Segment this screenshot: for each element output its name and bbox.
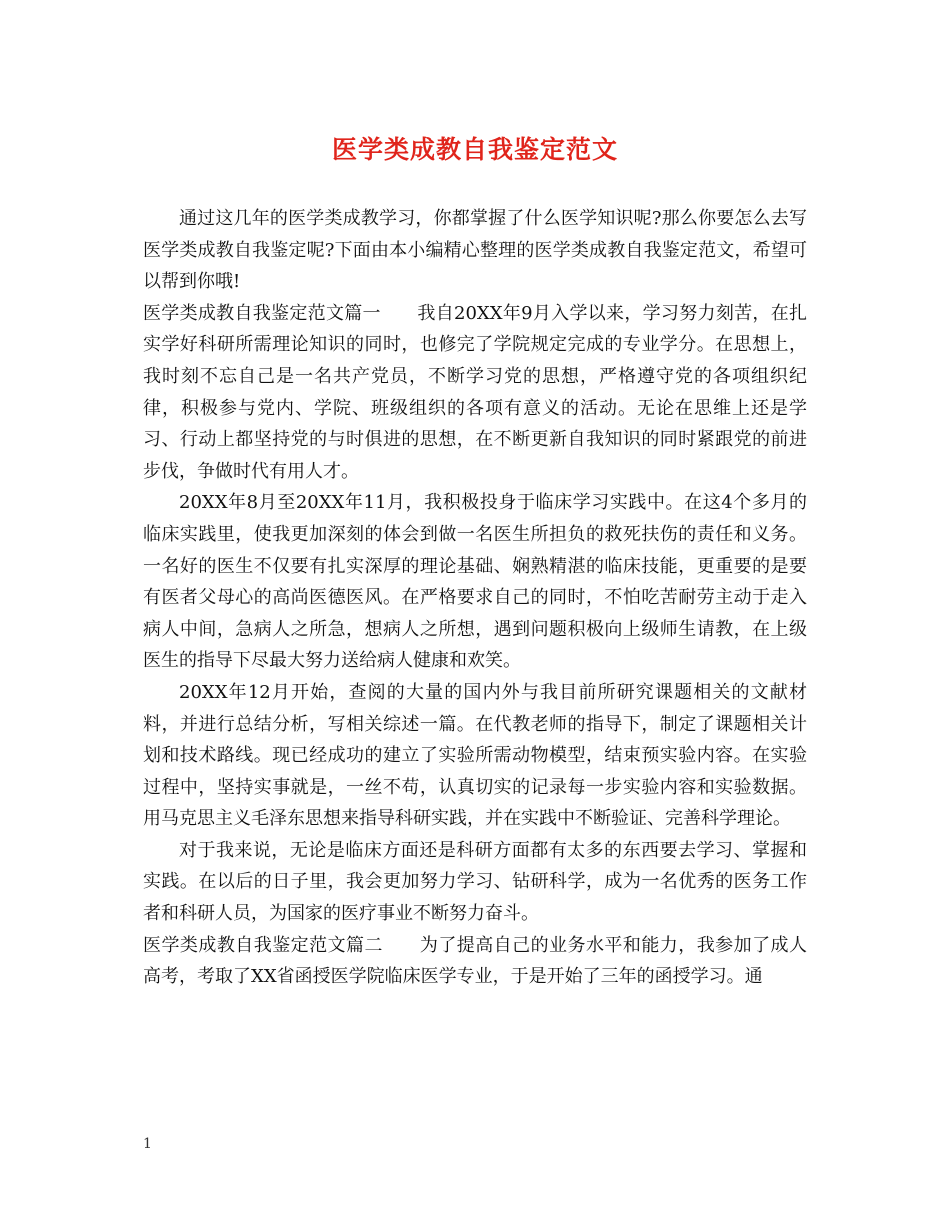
research-paragraph: 20XX年12月开始，查阅的大量的国内外与我目前所研究课题相关的文献材料，并进行总结分析，写相关综述一篇。在代教老师的指导下，制定了课题相关计划和技术路线。现已经成功的建立了实验所需动物模型，结束预实验内容。在实验过程中，坚持实事就是，一丝不苟，认真切实的记录每一步实验内容和实验数据。用马克思主义毛泽东思想来指导科研实践，并在实践中不断验证、完善科学理论。 — [143, 681, 807, 830]
conclusion-paragraph: 对于我来说，无论是临床方面还是科研方面都有太多的东西要去学习、掌握和实践。在以后的日子里，我会更加努力学习、钻研科学，成为一名优秀的医务工作者和科研人员，为国家的医疗事业不断努力奋斗。 — [143, 839, 807, 925]
section-one-paragraph: 医学类成教自我鉴定范文篇一 我自20XX年9月入学以来，学习努力刻苦，在扎实学好科研所需理论知识的同时，也修完了学院规定完成的专业学分。在思想上，我时刻不忘自己是一名共产党员，不断学习党的思想，严格遵守党的各项组织纪律，积极参与党内、学院、班级组织的各项有意义的活动。无论在思维上还是学习、行动上都坚持党的与时俱进的思想，在不断更新自我知识的同时紧跟党的前进步伐，争做时代有用人才。 — [143, 302, 807, 482]
document-title: 医学类成教自我鉴定范文 — [331, 135, 618, 164]
document-body — [143, 203, 807, 993]
clinical-practice-paragraph: 20XX年8月至20XX年11月，我积极投身于临床学习实践中。在这4个多月的临床实践里，使我更加深刻的体会到做一名医生所担负的救死扶伤的责任和义务。一名好的医生不仅要有扎实深厚的理论基础、娴熟精湛的临床技能，更重要的是要有医者父母心的高尚医德医风。在严格要求自己的同时，不怕吃苦耐劳主动于走入病人中间，急病人之所急，想病人之所想，遇到问题积极向上级师生请教，在上级医生的指导下尽最大努力送给病人健康和欢笑。 — [143, 492, 807, 672]
section-two-paragraph: 医学类成教自我鉴定范文篇二 为了提高自己的业务水平和能力，我参加了成人高考，考取了XX省函授医学院临床医学专业，于是开始了三年的函授学习。通 — [143, 934, 807, 988]
intro-paragraph: 通过这几年的医学类成教学习，你都掌握了什么医学知识呢?那么你要怎么去写医学类成教自我鉴定呢?下面由本小编精心整理的医学类成教自我鉴定范文，希望可以帮到你哦! — [143, 208, 807, 293]
page-number: 1 — [143, 1136, 152, 1152]
